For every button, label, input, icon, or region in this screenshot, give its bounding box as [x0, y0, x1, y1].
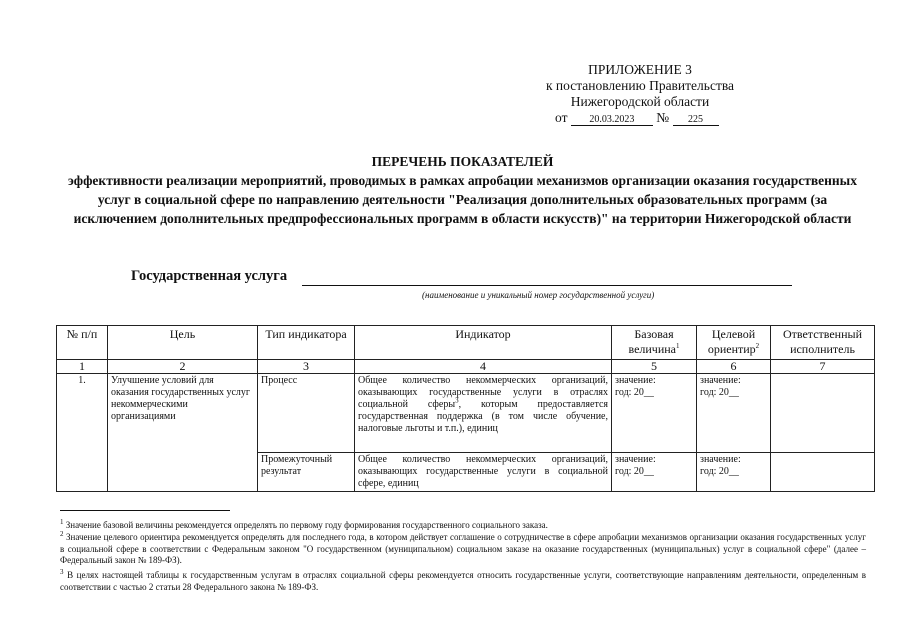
footnote-1-text: Значение базовой величины рекомендуется определять по первому году формирования государственного социального заказа. — [63, 520, 548, 530]
row-num: 1. — [57, 374, 108, 492]
footnote-separator — [60, 510, 230, 511]
row-indicator — [355, 374, 612, 453]
header-responsible: Ответственный исполнитель — [771, 326, 875, 360]
number-sign: № — [656, 110, 670, 125]
row-base-label: значение: — [615, 375, 656, 386]
row-target-year: год: 20__ — [700, 387, 739, 398]
header-target-footnote-mark: 2 — [755, 342, 760, 350]
row-indicator-text-a: Общее количество некоммерческих организаций, оказывающих государственные услуги в отраслях социальной сферы — [358, 375, 608, 410]
appendix-block — [500, 62, 780, 126]
header-base-label: Базовая величина — [628, 327, 677, 356]
service-label: Государственная услуга — [131, 268, 288, 284]
table-header-row — [57, 326, 875, 360]
appendix-line-3: Нижегородской области — [570, 94, 710, 109]
column-number: 7 — [771, 360, 875, 374]
row-target — [697, 453, 771, 492]
appendix-line-2: к постановлению Правительства — [545, 78, 735, 93]
footnote-2 — [60, 532, 866, 567]
column-number: 2 — [108, 360, 258, 374]
number-value: 225 — [673, 114, 719, 126]
row-indicator: Общее количество некоммерческих организаций, оказывающих государственные услуги в социальной сфере, единиц — [355, 453, 612, 492]
header-base-footnote-mark: 1 — [676, 342, 680, 350]
service-fill-line — [302, 285, 792, 286]
row-target-label: значение: — [700, 454, 741, 465]
row-target-year: год: 20__ — [700, 466, 739, 477]
column-number: 5 — [612, 360, 697, 374]
row-responsible — [771, 453, 875, 492]
row-base — [612, 453, 697, 492]
appendix-title: ПРИЛОЖЕНИЕ 3 — [588, 62, 692, 77]
header-goal: Цель — [108, 326, 258, 360]
row-base-year: год: 20__ — [615, 466, 654, 477]
footnote-3-mark: 3 — [60, 568, 64, 576]
row-target-label: значение: — [700, 375, 741, 386]
footnote-2-mark: 2 — [60, 530, 64, 538]
header-base — [612, 326, 697, 360]
header-num: № п/п — [57, 326, 108, 360]
column-number: 4 — [355, 360, 612, 374]
row-type: Процесс — [258, 374, 355, 453]
row-type: Промежуточный результат — [258, 453, 355, 492]
footnote-3 — [60, 570, 866, 593]
date-prefix: от — [555, 110, 568, 125]
row-base-year: год: 20__ — [615, 387, 654, 398]
appendix-dateline — [500, 110, 780, 126]
footnote-2-text: Значение целевого ориентира рекомендуется определять для последнего года, в котором действует соглашение о сотрудничестве в сфере апробации механизмов организации оказания государственных услуг в социальной сфере в соответствии с Федеральным законом "О государственном (муниципальном) социальном заказе на оказание государственных (муниципальных) услуг в социальной сфере" (далее – Федеральный закон № 189-ФЗ). — [60, 532, 866, 565]
header-target — [697, 326, 771, 360]
header-target-label: Целевой ориентир — [707, 327, 756, 356]
row-indicator-text-b: , которым предоставляется государственная поддержка (в том числе обучение, налоговые льготы и т.п.), единиц — [358, 399, 608, 434]
row-indicator-footnote-mark: 3 — [455, 396, 459, 405]
row-base-label: значение: — [615, 454, 656, 465]
header-indicator: Индикатор — [355, 326, 612, 360]
row-responsible — [771, 374, 875, 453]
column-number: 3 — [258, 360, 355, 374]
column-number-row — [57, 360, 875, 374]
title-subheading: эффективности реализации мероприятий, проводимых в рамках апробации механизмов организации оказания государственных услуг в социальной сфере по направлению деятельности "Реализация дополнительных образовательных программ (за исключением дополнительных предпрофессиональных программ в области искусств)" на территории Нижегородской области — [68, 173, 857, 226]
document-title — [60, 152, 865, 228]
row-goal: Улучшение условий для оказания государственных услуг некоммерческими организациями — [108, 374, 258, 492]
column-number: 6 — [697, 360, 771, 374]
footnote-3-text: В целях настоящей таблицы к государственным услугам в отраслях социальной сферы рекомендуется относить государственные услуги, соответствующие направлениям деятельности, определенным в соответствии с частью 2 статьи 28 Федерального закона № 189-ФЗ. — [60, 570, 866, 592]
title-heading: ПЕРЕЧЕНЬ ПОКАЗАТЕЛЕЙ — [371, 154, 554, 169]
indicators-table — [56, 325, 875, 492]
header-type: Тип индикатора — [258, 326, 355, 360]
table-row — [57, 374, 875, 453]
row-target — [697, 374, 771, 453]
footnote-1 — [60, 520, 866, 532]
service-hint: (наименование и уникальный номер государственной услуги) — [422, 290, 655, 300]
row-base — [612, 374, 697, 453]
footnote-1-mark: 1 — [60, 518, 64, 526]
date-value: 20.03.2023 — [571, 114, 653, 126]
column-number: 1 — [57, 360, 108, 374]
